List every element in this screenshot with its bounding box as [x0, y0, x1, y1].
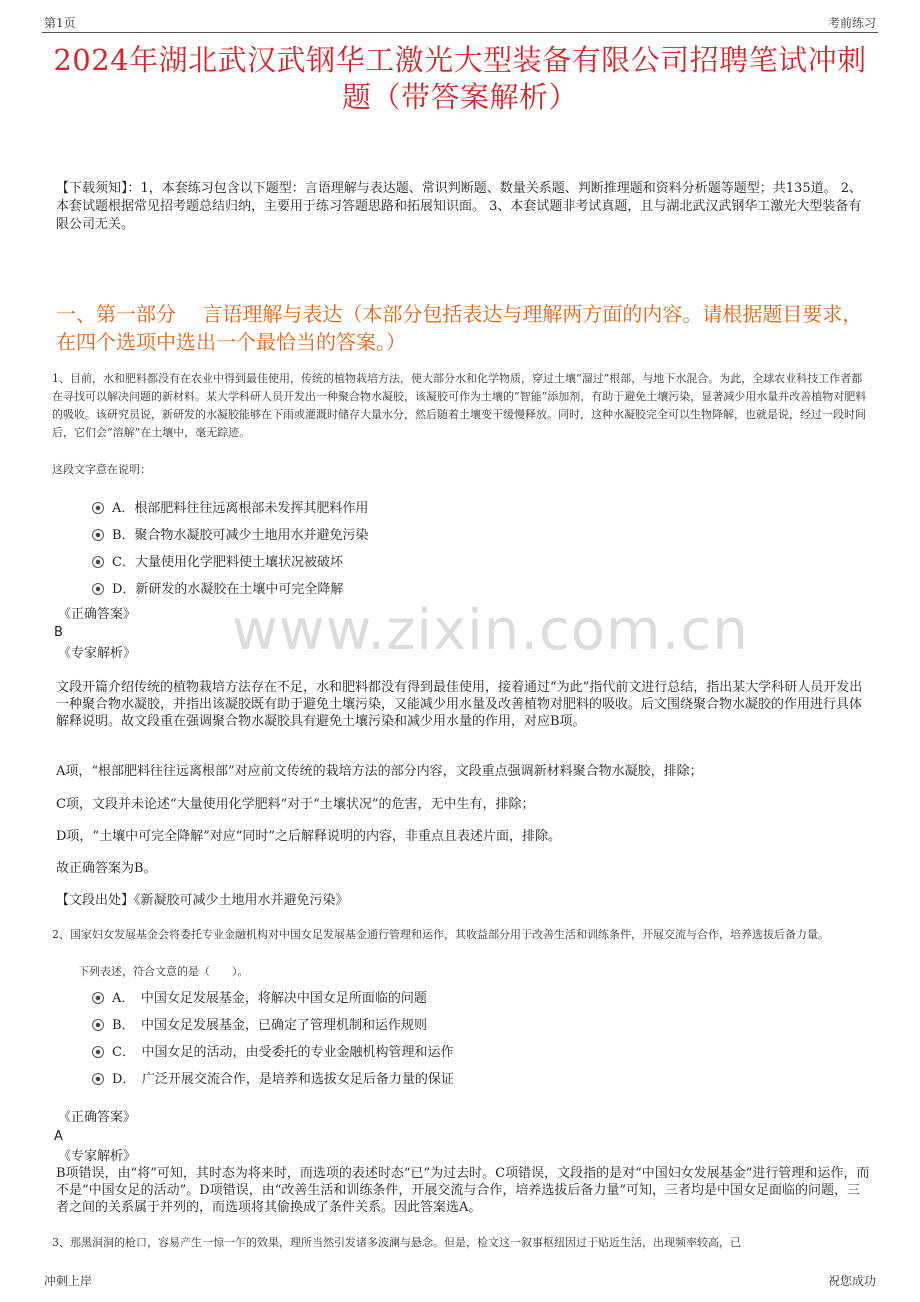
- question-1-analysis-main: 文段开篇介绍传统的植物栽培方法存在不足，水和肥料都没有得到最佳使用，接着通过“为此”指代前文进行总结，指出某大学科研人员开发出一种聚合物水凝胶，并指出该凝胶既有助于避免土壤污染，又能减少用水量及改善植物对肥料的吸收。后文围绕聚合物水凝胶的作用进行具体解释说明。故文段重在强调聚合物水凝胶具有避免土壤污染和减少用水量的作用，对应B项。: [56, 680, 863, 729]
- question-2-stem: 2、国家妇女发展基金会将委托专业金融机构对中国女足发展基金通行管理和运作，其收益部分用于改善生活和训练条件，开展交流与合作，培养选拔后备力量。: [52, 928, 829, 941]
- radio-icon[interactable]: [92, 1046, 104, 1058]
- radio-icon[interactable]: [92, 556, 104, 568]
- question-2-analysis-label: 《专家解析》: [58, 1149, 137, 1164]
- question-1-analysis-c: C项，文段并未论述“大量使用化学肥料”对于“土壤状况”的危害，无中生有，排除；: [56, 797, 535, 812]
- question-2-answer-label: 《正确答案》: [58, 1110, 137, 1125]
- page-footer: [42, 1272, 878, 1292]
- footer-right: 祝您成功: [827, 1274, 876, 1288]
- question-2-option-d[interactable]: D． 广泛开展交流合作，是培养和选拔女足后备力量的保证: [92, 1068, 454, 1087]
- page-number: 第1页: [44, 16, 76, 30]
- radio-icon[interactable]: [92, 529, 104, 541]
- question-1-answer-label: 《正确答案》: [58, 607, 137, 622]
- header-label: 考前练习: [827, 16, 876, 30]
- radio-icon[interactable]: [92, 1019, 104, 1031]
- footer-left: 冲刺上岸: [44, 1274, 93, 1288]
- watermark: www.zixin.com.cn: [232, 598, 749, 663]
- question-2-option-c[interactable]: C． 中国女足的活动，由受委托的专业金融机构管理和运作: [92, 1041, 453, 1060]
- question-1-option-a[interactable]: A．根部肥料往往远离根部未发挥其肥料作用: [92, 497, 368, 516]
- radio-icon[interactable]: [92, 502, 104, 514]
- page-header: [42, 12, 878, 33]
- question-1-conclusion: 故正确答案为B。: [56, 861, 157, 876]
- download-notice: 【下载须知】：1，本套练习包含以下题型：言语理解与表达题、常识判断题、数量关系题、判断推理题和资料分析题等题型；共135道。 2、本套试题根据常见招考题总结归纳，主要用于练习答题思路和拓展知识面。 3、本套试题非考试真题，且与湖北武汉武钢华工激光大型装备有限公司无关。: [56, 181, 862, 232]
- question-1-source: 【文段出处】《新凝胶可减少土地用水并避免污染》: [56, 893, 349, 908]
- question-1-analysis-label: 《专家解析》: [58, 646, 137, 661]
- question-1-option-c[interactable]: C．大量使用化学肥料使土壤状况被破坏: [92, 551, 343, 570]
- question-1-option-d[interactable]: D．新研发的水凝胶在土壤中可完全降解: [92, 578, 343, 597]
- document-title: 2024年湖北武汉武钢华工激光大型装备有限公司招聘笔试冲刺题（带答案解析）: [53, 43, 867, 114]
- question-1-prompt: 这段文字意在说明：: [52, 463, 151, 476]
- radio-icon[interactable]: [92, 583, 104, 595]
- question-1-analysis-d: D项，“土壤中可完全降解”对应“同时”之后解释说明的内容，非重点且表述片面，排除。: [56, 829, 562, 844]
- question-2-answer: A: [54, 1129, 63, 1144]
- radio-icon[interactable]: [92, 992, 104, 1004]
- question-1-option-b[interactable]: B．聚合物水凝胶可减少土地用水并避免污染: [92, 524, 369, 543]
- question-2-option-a[interactable]: A． 中国女足发展基金，将解决中国女足所面临的问题: [92, 987, 427, 1006]
- question-2-analysis: B项错误，由“将”可知，其时态为将来时，而选项的表述时态“已”为过去时。C项错误，文段指的是对“中国妇女发展基金”进行管理和运作，而不是“中国女足的活动”。D项错误，由“改善生活和训练条件，开展交流与合作，培养选拔后备力量”可知，三者均是中国女足面临的问题，三者之间的关系属于并列的，而选项将其偷换成了条件关系。因此答案选A。: [56, 1166, 870, 1215]
- question-1-answer: B: [54, 625, 63, 640]
- question-3-stem: 3、那黑洞洞的枪口，容易产生一惊一乍的效果，理所当然引发诸多波澜与悬念。但是，检文这一叙事枢纽因过于贴近生活，出现频率较高，已: [52, 1236, 741, 1249]
- question-1-stem: 1、目前，水和肥料都没有在农业中得到最佳使用，传统的植物栽培方法，使大部分水和化学物质，穿过土壤“溜过”根部，与地下水混合。为此，全球农业科技工作者都在寻找可以解决问题的新材料。某大学科研人员开发出一种聚合物水凝胶，该凝胶可作为土壤的“智能”添加剂，有助于避免土壤污染，显著减少用水量并改善植物对肥料的吸收。该研究员说，新研发的水凝胶能够在下雨或灌溉时储存大量水分，然后随着土壤变干缓慢释放。同时，这种水凝胶完全可以生物降解，也就是说，经过一段时间后，它们会“溶解”在土壤中，毫无踪迹。: [52, 372, 867, 439]
- question-2-prompt: 下列表述，符合文意的是（ ）。: [78, 965, 249, 978]
- section-heading: 一、第一部分 言语理解与表达（本部分包括表达与理解两方面的内容。请根据题目要求，在四个选项中选出一个最恰当的答案。）: [56, 302, 863, 354]
- question-1-analysis-a: A项，“根部肥料往往远离根部”对应前文传统的栽培方法的部分内容，文段重点强调新材料聚合物水凝胶，排除；: [56, 764, 703, 779]
- radio-icon[interactable]: [92, 1073, 104, 1085]
- question-2-option-b[interactable]: B． 中国女足发展基金，已确定了管理机制和运作规则: [92, 1014, 427, 1033]
